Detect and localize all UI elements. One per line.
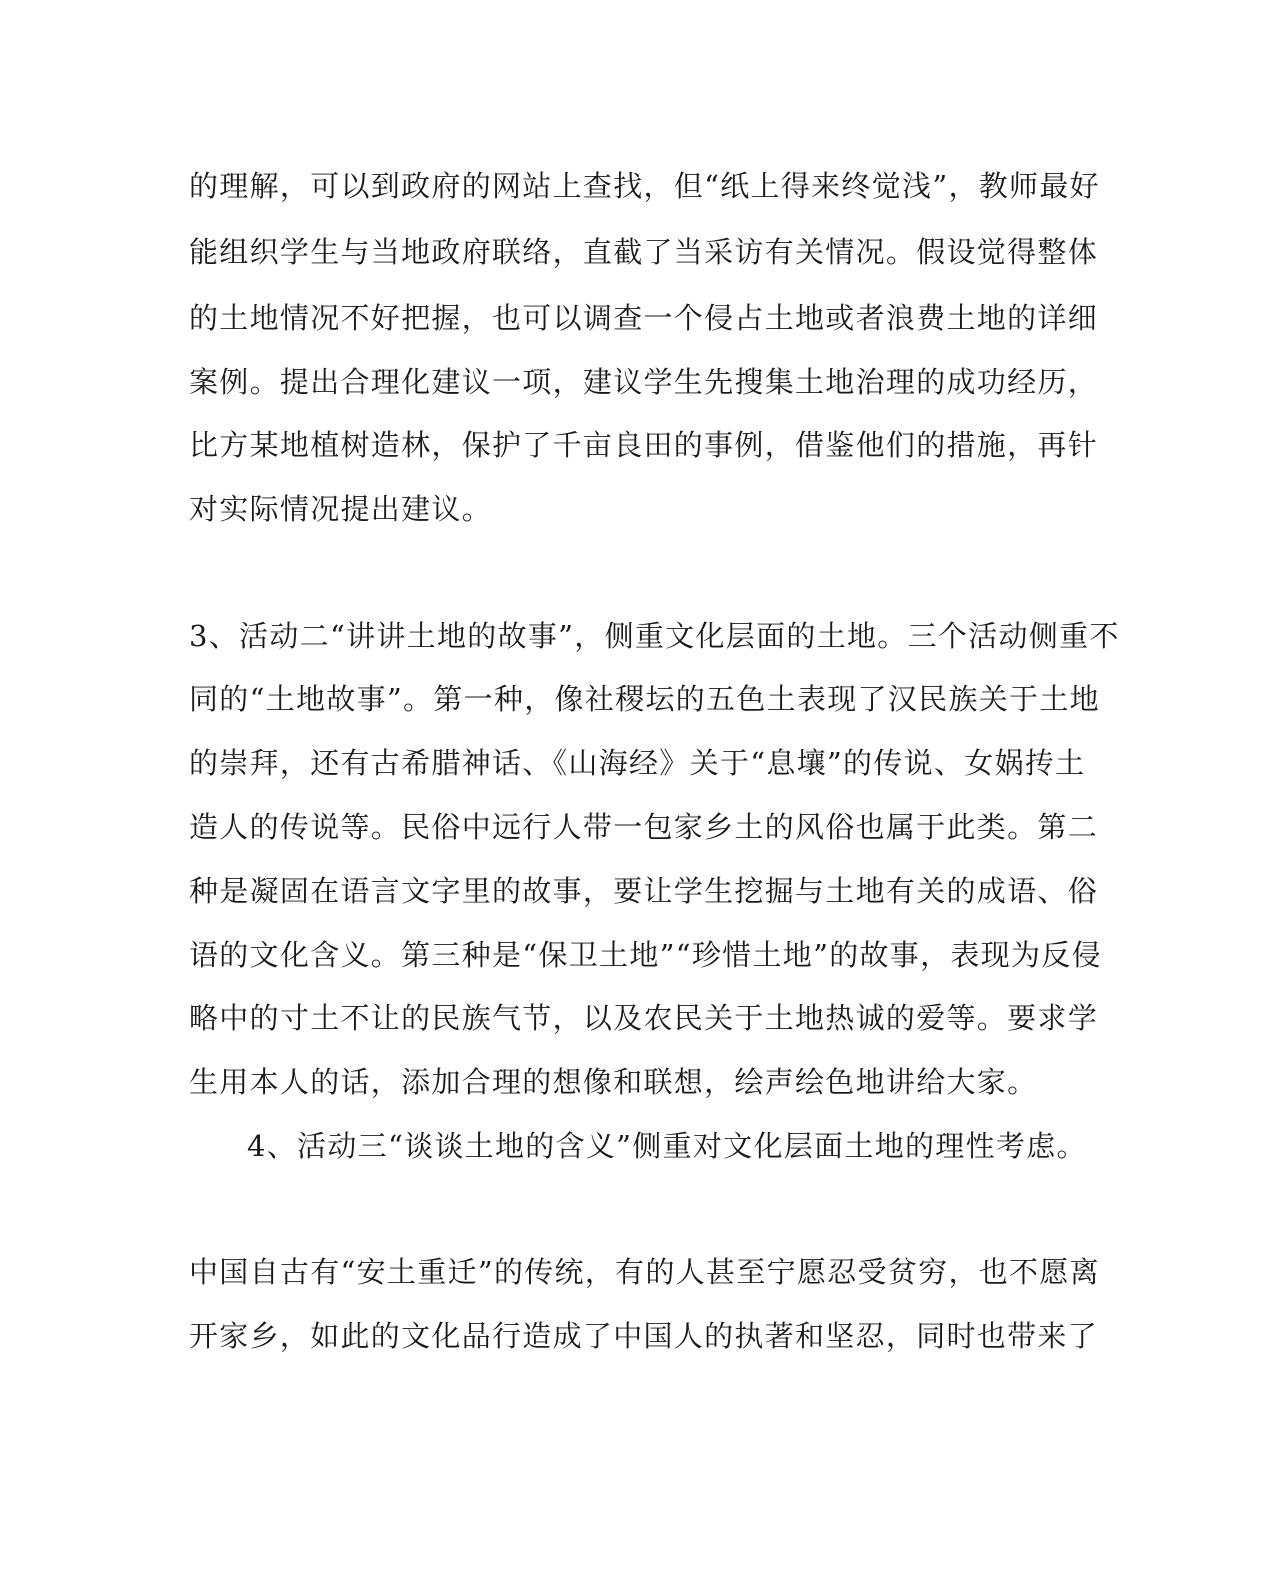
text-line: 同的“土地故事”。第一种，像社稷坛的五色土表现了汉民族关于土地 [189, 682, 1100, 716]
text-line: 对实际情况提出建议。 [189, 492, 493, 526]
text-line: 开家乡，如此的文化品行造成了中国人的执著和坚忍，同时也带来了 [189, 1319, 1099, 1353]
text-line: 种是凝固在语言文字里的故事，要让学生挖掘与土地有关的成语、俗 [189, 874, 1099, 908]
text-line: 能组织学生与当地政府联络，直截了当采访有关情况。假设觉得整体 [189, 235, 1099, 269]
text-line: 比方某地植树造林，保护了千亩良田的事例，借鉴他们的措施，再针 [189, 428, 1099, 462]
text-line: 语的文化含义。第三种是“保卫土地”“珍惜土地”的故事，表现为反侵 [189, 938, 1102, 972]
text-line: 3、活动二“讲讲土地的故事”，侧重文化层面的土地。三个活动侧重不 [189, 619, 1120, 653]
text-line: 中国自古有“安土重迁”的传统，有的人甚至宁愿忍受贫穷，也不愿离 [189, 1255, 1100, 1289]
text-line: 造人的传说等。民俗中远行人带一包家乡土的风俗也属于此类。第二 [189, 810, 1099, 844]
text-line: 的理解，可以到政府的网站上查找，但“纸上得来终觉浅”，教师最好 [189, 169, 1100, 203]
text-line: 生用本人的话，添加合理的想像和联想，绘声绘色地讲给大家。 [189, 1065, 1038, 1099]
text-line: 的土地情况不好把握，也可以调查一个侵占土地或者浪费土地的详细 [189, 301, 1099, 335]
text-line: 的崇拜，还有古希腊神话、《山海经》关于“息壤”的传说、女娲抟土 [189, 746, 1086, 780]
text-line: 案例。提出合理化建议一项，建议学生先搜集土地治理的成功经历， [189, 365, 1099, 399]
text-line: 4、活动三“谈谈土地的含义”侧重对文化层面土地的理性考虑。 [247, 1129, 1087, 1163]
text-line: 略中的寸土不让的民族气节，以及农民关于土地热诚的爱等。要求学 [189, 1001, 1099, 1035]
